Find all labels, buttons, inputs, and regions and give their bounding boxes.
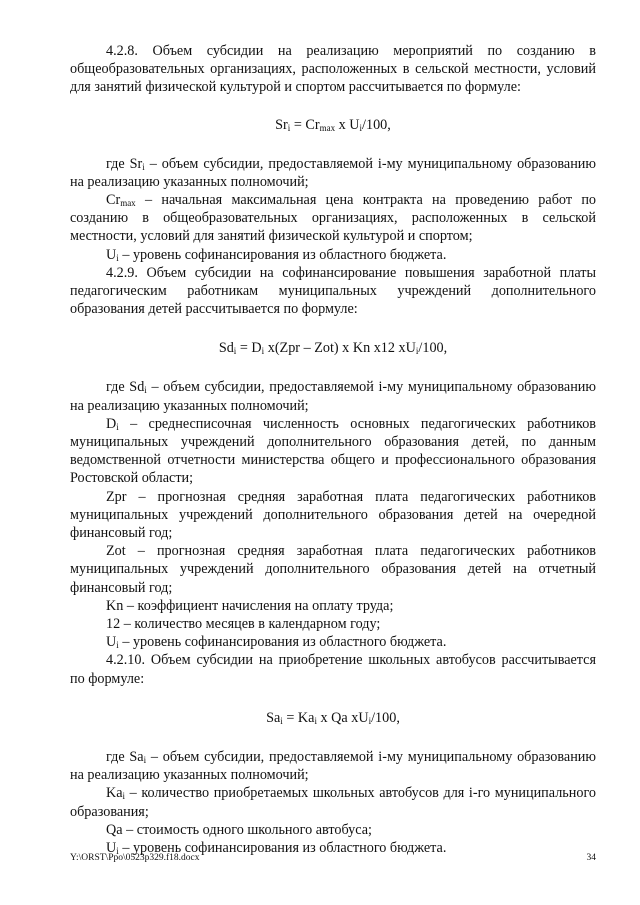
paragraph-4-2-8: 4.2.8. Объем субсидии на реализацию мероприятий по созданию в общеобразовательных организациях, расположенных в сельской местности, условий для занятий физической культурой и спортом рассчитывается по формуле: [70, 43, 596, 96]
paragraph-4-2-9: 4.2.9. Объем субсидии на софинансирование повышения заработной платы педагогическим работникам муниципальных учреждений дополнительного образования детей рассчитывается по формуле: [70, 264, 596, 318]
definition-sd: где $Sd_i$ – объем субсидии, предоставляемой i-му муниципальному образованию на реализацию указанных полномочий; [70, 379, 596, 414]
formula-sr: $Sr_i = Cr_{max}$ x $U_i/100$, [275, 116, 391, 133]
definition-kn: Kn – коэффициент начисления на оплату труда; [106, 597, 394, 614]
definition-sa: где $Sa_i$ – объем субсидии, предоставляемой i-му муниципальному образованию на реализацию указанных полномочий; [70, 748, 596, 784]
formula-sa: $Sa_i = Ka_i$ x Qa $xU_i/100$, [266, 709, 400, 726]
document-body [70, 42, 596, 857]
definition-zot: Zot – прогнозная средняя заработная плата педагогических работников муниципальных учреждений дополнительного образования детей на отчетный финансовый год; [70, 543, 596, 596]
definition-zpr: Zpr – прогнозная средняя заработная плата педагогических работников муниципальных учреждений дополнительного образования детей на очередной финансовый год; [70, 488, 596, 542]
definition-ui-3: $U_i$ – уровень софинансирования из областного бюджета. [106, 839, 447, 856]
definition-12: 12 – количество месяцев в календарном году; [106, 616, 381, 633]
page-footer [70, 852, 596, 864]
paragraph-4-2-10: 4.2.10. Объем субсидии на приобретение школьных автобусов рассчитывается по формуле: [70, 652, 596, 687]
file-path: Y:\ORST\Ppo\0523p329.f18.docx [70, 853, 200, 863]
definition-ui: $U_i$ – уровень софинансирования из областного бюджета. [106, 246, 447, 263]
definition-di: $D_i$ – среднесписочная численность основных педагогических работников муниципальных учреждений дополнительного образования детей, по данным ведомственной отчетности министерства общего и профессионального образования Ростовской области; [70, 415, 596, 487]
definition-ui-2: $U_i$ – уровень софинансирования из областного бюджета. [106, 634, 447, 651]
formula-sd: $Sd_i = D_i$ x(Zpr – Zot) x Kn x12 $xU_i/100$, [218, 340, 448, 357]
page-number: 34 [586, 853, 596, 863]
definition-qa: Qa – стоимость одного школьного автобуса; [106, 821, 372, 838]
definition-sr: где $Sr_i$ – объем субсидии, предоставляемой i-му муниципальному образованию на реализацию указанных полномочий; [70, 155, 597, 190]
definition-kai: $Ka_i$ – количество приобретаемых школьных автобусов для i-го муниципального образования; [70, 785, 596, 820]
definition-crmax: $Cr_{max}$ – начальная максимальная цена контракта на проведению работ по созданию в общеобразовательных организациях, расположенных в сельской местности, условий для занятий физической культурой и спортом; [70, 192, 596, 245]
